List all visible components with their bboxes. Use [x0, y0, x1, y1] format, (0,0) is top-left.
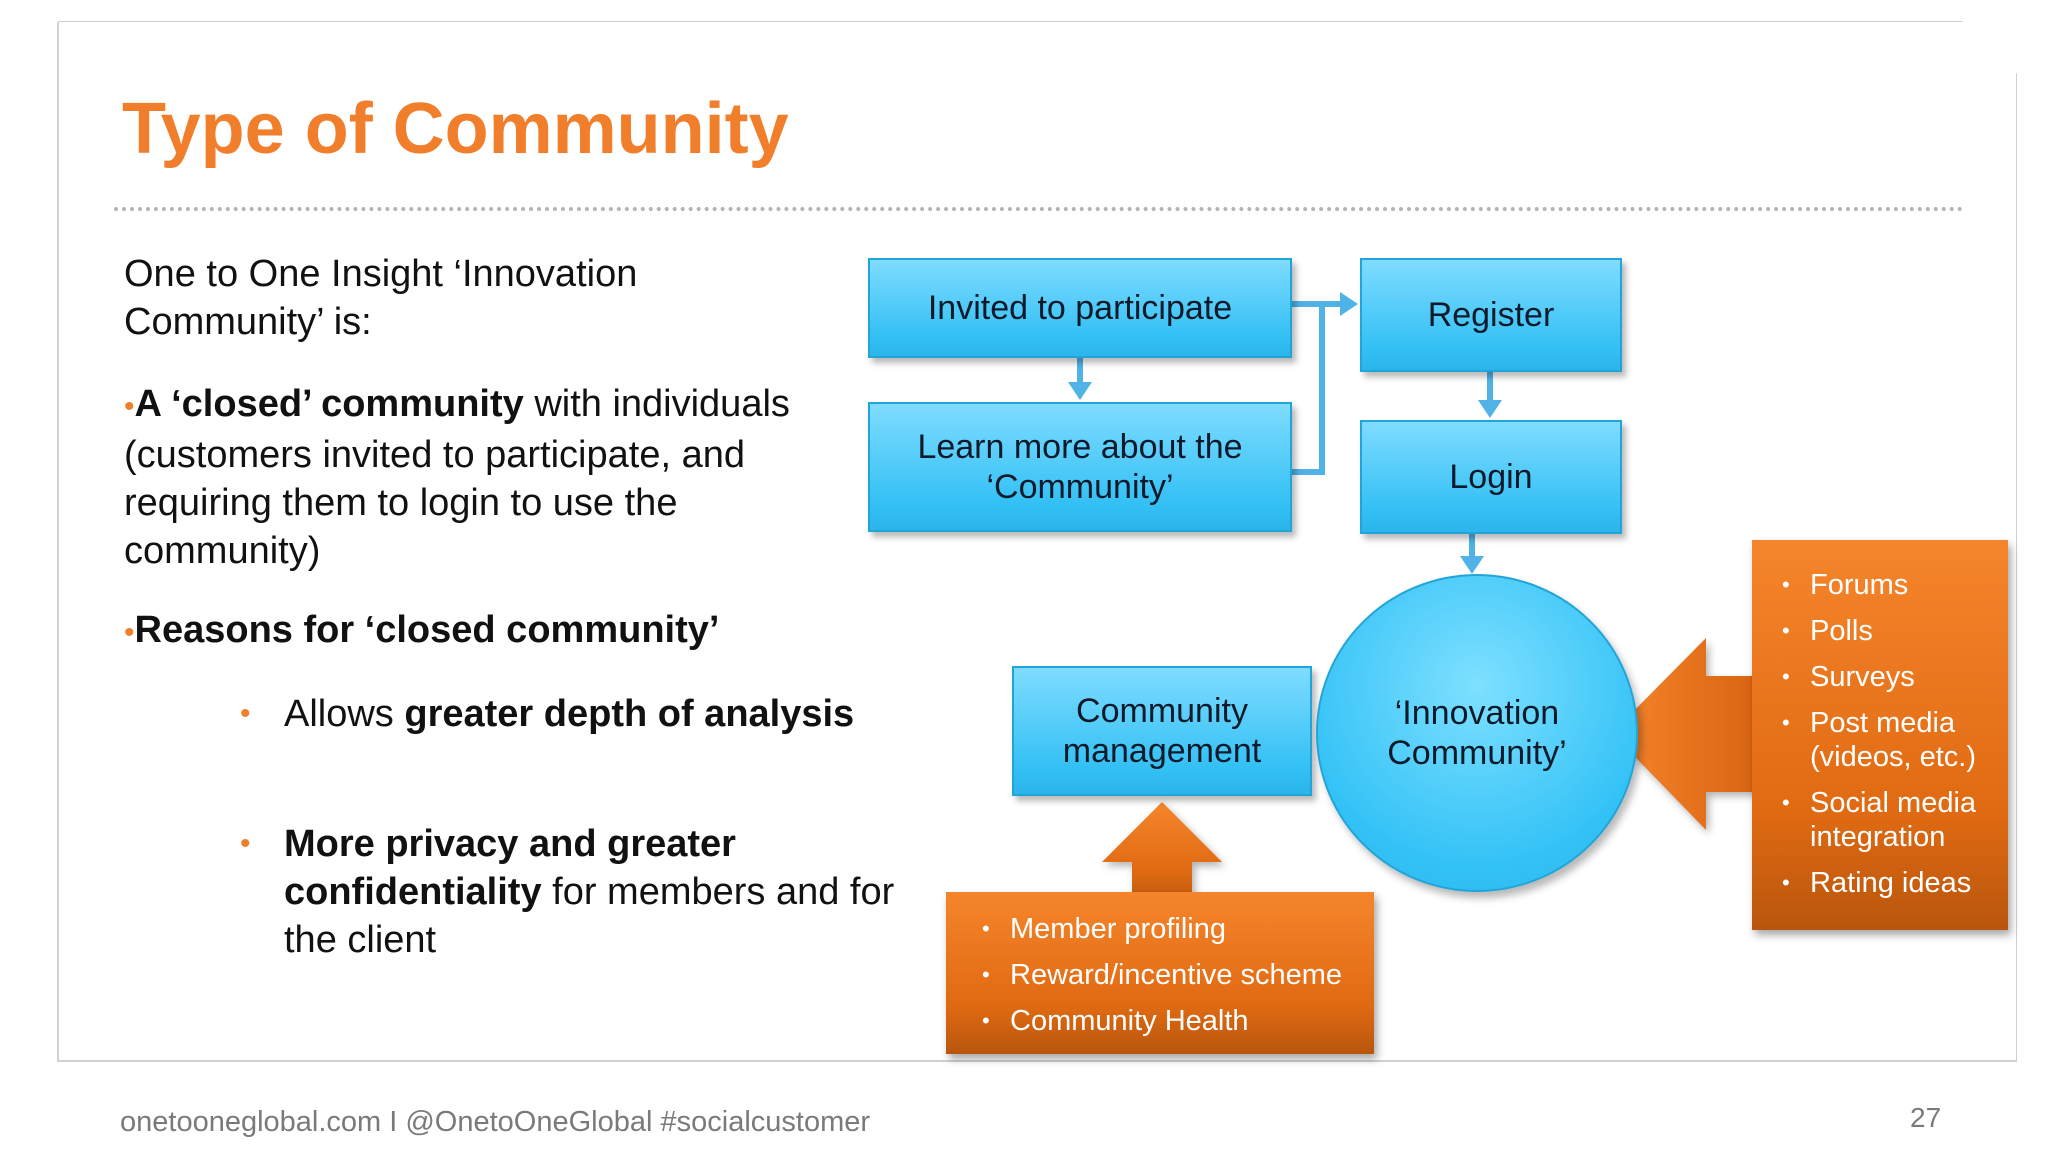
- feature-item: • Rating ideas: [1780, 866, 2008, 900]
- feature-item: • Surveys: [1780, 660, 2008, 694]
- sub-bullet-dot: •: [240, 697, 251, 730]
- feature-item: • Social media integration: [1780, 786, 2008, 854]
- sub-bullet-bold: greater depth of analysis: [404, 693, 855, 735]
- arrow-learn-to-register: [1292, 304, 1322, 472]
- features-box: [1752, 540, 2008, 930]
- box-register: [1360, 258, 1622, 372]
- bullet-dot: •: [124, 390, 135, 423]
- feature-item: • Polls: [1780, 614, 2008, 648]
- bullet-dot: •: [124, 616, 135, 649]
- box-login: [1360, 420, 1622, 534]
- sub-bullet-rest: for members and for the client: [284, 871, 895, 961]
- box-label-line-2: ‘Community’: [986, 468, 1174, 506]
- box-community-management: [1012, 666, 1312, 796]
- sub-bullet-bold: More privacy and greater confidentiality: [284, 823, 736, 913]
- bullet-bold: A ‘closed’ community: [134, 383, 524, 425]
- sub-bullet-pre: Allows: [284, 693, 405, 735]
- box-label-line-1: Learn more about the: [917, 428, 1243, 466]
- management-item: • Community Health: [980, 1004, 1374, 1038]
- circle-label-line-1: ‘Innovation: [1394, 694, 1560, 732]
- box-label: Invited to participate: [927, 289, 1233, 327]
- box-label: Register: [1427, 296, 1555, 334]
- innovation-community-circle: [1316, 574, 1638, 892]
- management-item: • Member profiling: [980, 912, 1374, 946]
- management-arrow: [1102, 802, 1222, 900]
- management-item: • Reward/incentive scheme: [980, 958, 1374, 992]
- page-title: Type of Community: [122, 89, 789, 169]
- intro-line-2: Community’ is:: [124, 301, 372, 343]
- box-learn-more: [868, 402, 1292, 532]
- box-invited-to-participate: [868, 258, 1292, 358]
- box-label: Login: [1449, 458, 1533, 496]
- bullet-rest: with individuals (customers invited to participate, and requiring them to login to use the community): [124, 383, 790, 572]
- features-list: [1780, 568, 2008, 900]
- feature-item: • Post media (videos, etc.): [1780, 706, 2008, 774]
- footer-text: onetooneglobal.com I @OnetoOneGlobal #socialcustomer: [120, 1106, 871, 1138]
- bullet-bold: Reasons for ‘closed community’: [134, 609, 720, 651]
- box-label-line-2: management: [1062, 732, 1262, 770]
- feature-item: • Forums: [1780, 568, 2008, 602]
- circle-label-line-2: Community’: [1387, 734, 1567, 772]
- box-label-line-1: Community: [1076, 692, 1248, 730]
- intro-line-1: One to One Insight ‘Innovation: [124, 253, 638, 295]
- management-box: [946, 892, 1374, 1054]
- page-number: 27: [1910, 1102, 1942, 1133]
- management-list: [980, 912, 1374, 1038]
- sub-bullet-dot: •: [240, 827, 251, 860]
